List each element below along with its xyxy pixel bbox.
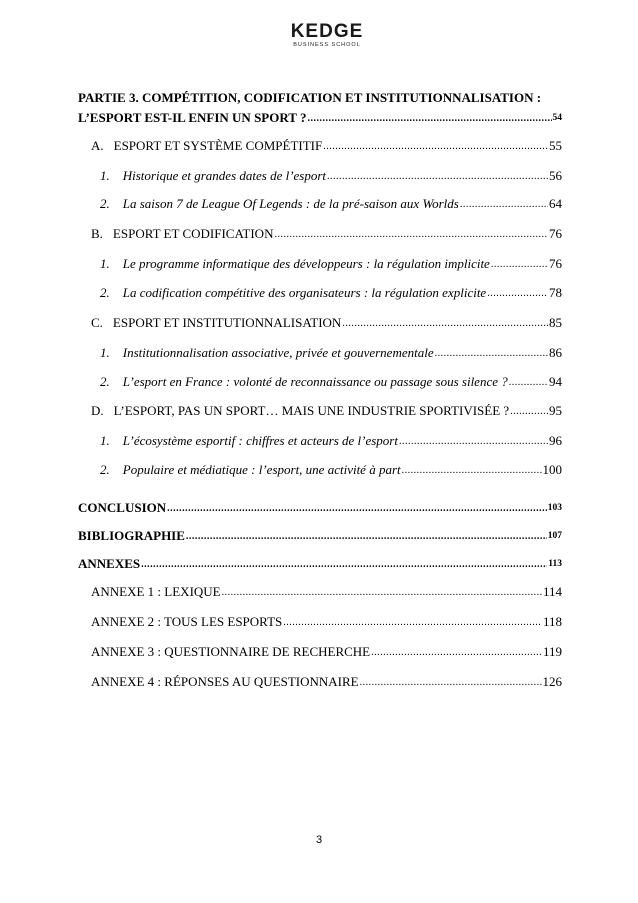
dot-leader bbox=[274, 228, 548, 242]
entry-label: CONCLUSION bbox=[78, 500, 167, 515]
dot-leader bbox=[487, 287, 548, 301]
dot-leader bbox=[323, 140, 548, 154]
page-number: 64 bbox=[549, 196, 562, 211]
dot-leader bbox=[283, 616, 542, 630]
page-number: 94 bbox=[549, 374, 562, 389]
toc-entry-annexe-4[interactable] bbox=[91, 674, 562, 690]
dot-leader bbox=[360, 676, 542, 690]
page-number: 85 bbox=[549, 315, 562, 330]
dot-leader bbox=[399, 435, 548, 449]
item-label: Populaire et médiatique : l’esport, une activité à part bbox=[122, 462, 401, 477]
item-label: La codification compétitive des organisateurs : la régulation explicite bbox=[122, 285, 487, 300]
toc-entry-section-a[interactable] bbox=[91, 138, 562, 154]
toc-entry-annexe-3[interactable] bbox=[91, 644, 562, 660]
dot-leader bbox=[510, 405, 548, 419]
toc-entry-b1[interactable] bbox=[100, 256, 562, 272]
item-label: Le programme informatique des développeurs : la régulation implicite bbox=[122, 256, 490, 271]
item-number: 2. bbox=[100, 374, 110, 389]
page-number: 56 bbox=[549, 168, 562, 183]
item-number: 1. bbox=[100, 433, 110, 448]
toc-entry-c1[interactable] bbox=[100, 345, 562, 361]
item-label: La saison 7 de League Of Legends : de la pré-saison aux Worlds bbox=[122, 196, 459, 211]
section-letter: C. bbox=[91, 315, 103, 330]
toc-entry-partie[interactable] bbox=[78, 110, 562, 126]
item-number: 2. bbox=[100, 462, 110, 477]
toc-entry-section-d[interactable] bbox=[91, 403, 562, 419]
section-letter: A. bbox=[91, 138, 104, 153]
dot-leader bbox=[167, 502, 547, 516]
section-label: L’ESPORT, PAS UN SPORT… MAIS UNE INDUSTRIE SPORTIVISÉE ? bbox=[113, 403, 510, 418]
dot-leader bbox=[222, 586, 542, 600]
section-letter: B. bbox=[91, 226, 103, 241]
page-number: 126 bbox=[542, 674, 562, 689]
entry-label: BIBLIOGRAPHIE bbox=[78, 528, 185, 543]
annexe-label: ANNEXE 4 : RÉPONSES AU QUESTIONNAIRE bbox=[91, 674, 359, 689]
toc-entry-conclusion[interactable] bbox=[78, 500, 562, 516]
dot-leader bbox=[460, 198, 548, 212]
page-number: 86 bbox=[549, 345, 562, 360]
item-label: Historique et grandes dates de l’esport bbox=[122, 168, 327, 183]
section-label: ESPORT ET CODIFICATION bbox=[112, 226, 274, 241]
item-number: 2. bbox=[100, 196, 110, 211]
toc-entry-section-c[interactable] bbox=[91, 315, 562, 331]
toc-entry-a2[interactable] bbox=[100, 196, 562, 212]
logo-subtitle: BUSINESS SCHOOL bbox=[293, 42, 361, 48]
dot-leader bbox=[509, 376, 548, 390]
dot-leader bbox=[371, 646, 542, 660]
toc-entry-a1[interactable] bbox=[100, 168, 562, 184]
logo-wordmark: KEDGE bbox=[290, 21, 364, 42]
page-number: 96 bbox=[549, 433, 562, 448]
toc-entry-bibliographie[interactable] bbox=[78, 528, 562, 544]
page-number: 118 bbox=[542, 614, 562, 629]
item-number: 1. bbox=[100, 256, 110, 271]
page-number: 114 bbox=[542, 584, 562, 599]
toc-entry-annexes[interactable] bbox=[78, 556, 562, 572]
toc-entry-b2[interactable] bbox=[100, 285, 562, 301]
section-letter: D. bbox=[91, 403, 104, 418]
dot-leader bbox=[141, 558, 547, 572]
page-number: 55 bbox=[549, 138, 562, 153]
page-number: 54 bbox=[552, 113, 562, 123]
dot-leader bbox=[491, 258, 548, 272]
page-number: 119 bbox=[542, 644, 562, 659]
toc-entry-annexe-1[interactable] bbox=[91, 584, 562, 600]
page-number: 76 bbox=[549, 226, 562, 241]
item-label: L’écosystème esportif : chiffres et acteurs de l’esport bbox=[122, 433, 398, 448]
partie-title-line1: PARTIE 3. COMPÉTITION, CODIFICATION ET INSTITUTIONNALISATION : bbox=[78, 90, 542, 105]
item-number: 1. bbox=[100, 168, 110, 183]
annexe-label: ANNEXE 3 : QUESTIONNAIRE DE RECHERCHE bbox=[91, 644, 371, 659]
section-label: ESPORT ET INSTITUTIONNALISATION bbox=[112, 315, 342, 330]
page-number: 95 bbox=[549, 403, 562, 418]
page-number: 76 bbox=[549, 256, 562, 271]
item-label: Institutionnalisation associative, privée et gouvernementale bbox=[122, 345, 434, 360]
toc-entry-d2[interactable] bbox=[100, 462, 562, 478]
item-label: L’esport en France : volonté de reconnaissance ou passage sous silence ? bbox=[122, 374, 508, 389]
entry-label: ANNEXES bbox=[78, 556, 141, 571]
page-number: 113 bbox=[548, 559, 562, 569]
dot-leader bbox=[307, 112, 551, 126]
toc-entry-annexe-2[interactable] bbox=[91, 614, 562, 630]
page-number: 103 bbox=[547, 503, 562, 513]
dot-leader bbox=[186, 530, 547, 544]
page-number: 100 bbox=[542, 462, 562, 477]
dot-leader bbox=[402, 464, 542, 478]
page-footer-number: 3 bbox=[315, 834, 323, 846]
toc-entry-c2[interactable] bbox=[100, 374, 562, 390]
item-number: 1. bbox=[100, 345, 110, 360]
dot-leader bbox=[327, 170, 548, 184]
item-number: 2. bbox=[100, 285, 110, 300]
page-number: 78 bbox=[549, 285, 562, 300]
partie-title-line2: L’ESPORT EST-IL ENFIN UN SPORT ? bbox=[78, 110, 307, 125]
dot-leader bbox=[342, 317, 548, 331]
annexe-label: ANNEXE 2 : TOUS LES ESPORTS bbox=[91, 614, 283, 629]
annexe-label: ANNEXE 1 : LEXIQUE bbox=[91, 584, 221, 599]
toc-entry-section-b[interactable] bbox=[91, 226, 562, 242]
page-number: 107 bbox=[547, 531, 562, 541]
section-label: ESPORT ET SYSTÈME COMPÉTITIF bbox=[113, 138, 323, 153]
toc-entry-d1[interactable] bbox=[100, 433, 562, 449]
dot-leader bbox=[435, 347, 548, 361]
